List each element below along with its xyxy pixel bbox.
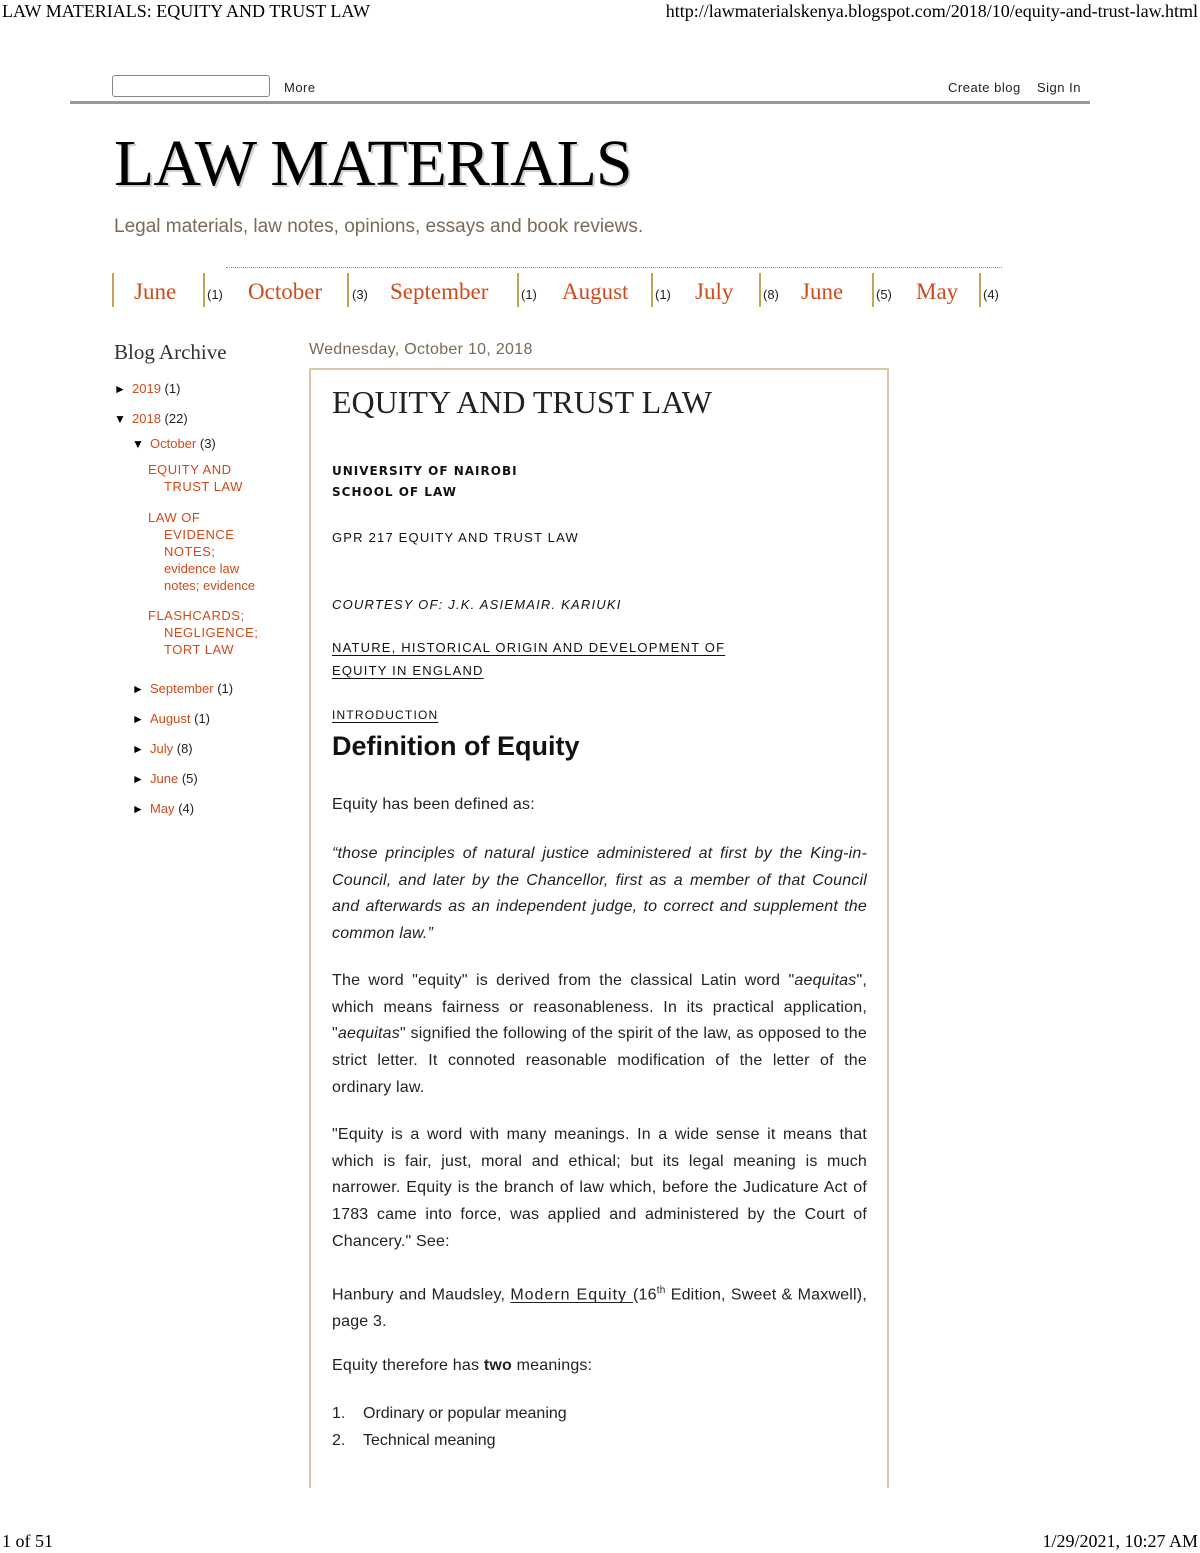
archive-month-link[interactable]: May <box>150 801 175 816</box>
navbar-more-link[interactable]: More <box>284 80 316 95</box>
sign-in-link[interactable]: Sign In <box>1037 80 1081 95</box>
archive-count: (3) <box>199 436 216 451</box>
list-item <box>332 1432 496 1450</box>
bold-word: two <box>483 1357 512 1374</box>
paragraph-meanings: "Equity is a word with many meanings. In a wide sense it means that which is fair, just, moral and ethical; but its legal meaning is much narrower. Equity is the branch of law which, before the Judicature Act of 1783 came into force, was applied and administered by the Court of Chancery." See: <box>332 1126 867 1250</box>
list-text: Ordinary or popular meaning <box>363 1405 567 1422</box>
archive-count: (1) <box>164 381 181 396</box>
text-run: Edition, Sweet & Maxwell), page 3. <box>332 1286 867 1331</box>
archive-post-evidence-link[interactable] <box>148 509 255 594</box>
tabs-divider <box>226 267 1002 268</box>
section-heading-line: NATURE, HISTORICAL ORIGIN AND DEVELOPMENT OF <box>332 640 726 655</box>
expand-arrow-icon[interactable]: ► <box>132 712 144 726</box>
blog-description: Legal materials, law notes, opinions, essays and book reviews. <box>114 216 644 237</box>
tab-separator <box>517 273 519 307</box>
collapse-arrow-icon[interactable]: ▼ <box>132 437 144 451</box>
post-date: Wednesday, October 10, 2018 <box>309 341 533 358</box>
archive-month-august[interactable] <box>132 711 210 726</box>
archive-count: (1) <box>217 681 234 696</box>
archive-month-link[interactable]: October <box>150 436 197 451</box>
blog-title[interactable]: LAW MATERIALS <box>114 127 632 200</box>
paragraph-citation <box>332 1278 867 1336</box>
post-link-line: TRUST LAW <box>164 479 243 494</box>
archive-post-equity-link[interactable] <box>148 461 243 495</box>
archive-count: (4) <box>178 801 195 816</box>
post-title[interactable]: EQUITY AND TRUST LAW <box>332 384 712 420</box>
list-item <box>332 1405 567 1423</box>
collapse-arrow-icon[interactable]: ▼ <box>114 412 126 426</box>
tab-separator <box>979 273 981 307</box>
tab-count: (1) <box>521 287 537 302</box>
tab-count: (3) <box>352 287 368 302</box>
latin-term: aequitas <box>337 1025 400 1043</box>
intro-heading: INTRODUCTION <box>332 708 439 722</box>
text-run: Hanbury and Maudsley, <box>332 1286 511 1304</box>
print-header-title: LAW MATERIALS: EQUITY AND TRUST LAW <box>2 1 370 21</box>
archive-year-2019[interactable] <box>114 381 180 396</box>
expand-arrow-icon[interactable]: ► <box>132 742 144 756</box>
print-footer-page: 1 of 51 <box>2 1531 53 1551</box>
tab-separator <box>651 273 653 307</box>
archive-month-october[interactable] <box>132 436 216 451</box>
book-title: Modern Equity <box>510 1286 634 1304</box>
paragraph-defined-as: Equity has been defined as: <box>332 796 535 813</box>
tab-count: (1) <box>207 287 223 302</box>
superscript: th <box>656 1285 666 1296</box>
archive-month-september[interactable] <box>132 681 233 696</box>
archive-year-link[interactable]: 2018 <box>132 411 161 426</box>
definition-heading: Definition of Equity <box>332 731 580 761</box>
tab-separator <box>347 273 349 307</box>
archive-month-may[interactable] <box>132 801 194 816</box>
archive-month-june[interactable] <box>132 771 198 786</box>
post-link-line: NOTES; <box>164 544 216 559</box>
text-run: " signified the following of the spirit of the law, as opposed to the strict letter. It connoted reasonable modification of the letter of the ordinary law. <box>332 1025 867 1096</box>
create-blog-link[interactable]: Create blog <box>948 80 1021 95</box>
tab-count: (8) <box>763 287 779 302</box>
paragraph-two-meanings <box>332 1353 867 1380</box>
expand-arrow-icon[interactable]: ► <box>132 802 144 816</box>
expand-arrow-icon[interactable]: ► <box>132 682 144 696</box>
archive-year-link[interactable]: 2019 <box>132 381 161 396</box>
expand-arrow-icon[interactable]: ► <box>132 772 144 786</box>
tab-june-2[interactable]: June <box>801 279 844 304</box>
definition-quote: “those principles of natural justice administered at first by the King-in-Council, and later by the Chancellor, first as a member of that Council and afterwards as an independent judge, to correct and supplement the common law.” <box>332 845 867 943</box>
archive-post-flashcards-link[interactable] <box>148 607 258 658</box>
tab-september[interactable]: September <box>390 279 489 304</box>
text-run: ", which means fairness or reasonableness. In its practical application, " <box>332 972 867 1043</box>
school-name: SCHOOL OF LAW <box>332 485 457 499</box>
university-name: UNIVERSITY OF NAIROBI <box>332 464 518 478</box>
print-header-url: http://lawmaterialskenya.blogspot.com/2018/10/equity-and-trust-law.html <box>665 1 1198 21</box>
tab-separator <box>203 273 205 307</box>
tab-may[interactable]: May <box>916 279 959 304</box>
text-run: meanings: <box>512 1357 593 1374</box>
archive-count: (8) <box>176 741 193 756</box>
archive-count: (22) <box>164 411 188 426</box>
archive-count: (1) <box>194 711 210 726</box>
tab-august[interactable]: August <box>562 279 629 304</box>
tab-count: (4) <box>983 287 999 302</box>
archive-month-july[interactable] <box>132 741 193 756</box>
text-run: The word "equity" is derived from the classical Latin word " <box>332 972 795 989</box>
archive-month-link[interactable]: July <box>150 741 174 756</box>
tab-separator <box>872 273 874 307</box>
archive-count: (5) <box>181 771 198 786</box>
post-link-line: TORT LAW <box>164 642 234 657</box>
archive-month-link[interactable]: August <box>150 711 191 726</box>
latin-term: aequitas <box>794 972 857 989</box>
list-number: 2. <box>332 1432 346 1449</box>
post-link-line: LAW OF <box>148 510 201 525</box>
post-link-line: EQUITY AND <box>148 462 232 477</box>
list-text: Technical meaning <box>363 1432 496 1449</box>
section-heading-line: EQUITY IN ENGLAND <box>332 663 484 678</box>
tab-separator <box>112 273 114 307</box>
tab-july[interactable]: July <box>695 279 734 304</box>
post-link-line: FLASHCARDS; <box>148 608 245 623</box>
archive-month-link[interactable]: September <box>150 681 214 696</box>
navbar-divider <box>70 101 1090 104</box>
expand-arrow-icon[interactable]: ► <box>114 382 126 396</box>
text-run: (16 <box>633 1286 657 1304</box>
paragraph-etymology <box>332 968 867 1102</box>
list-number: 1. <box>332 1405 346 1422</box>
post-link-line: EVIDENCE <box>164 527 235 542</box>
tab-june[interactable]: June <box>134 279 177 304</box>
navbar-search-input[interactable] <box>112 75 270 97</box>
post-link-line: notes; evidence <box>164 578 256 593</box>
tab-separator <box>759 273 761 307</box>
tab-count: (5) <box>876 287 892 302</box>
text-run: Equity therefore has <box>332 1357 484 1374</box>
post-link-line: evidence law <box>164 561 240 576</box>
print-footer-timestamp: 1/29/2021, 10:27 AM <box>1042 1531 1198 1551</box>
post-link-line: NEGLIGENCE; <box>164 625 259 640</box>
archive-year-2018[interactable] <box>114 411 188 426</box>
courtesy-line: COURTESY OF: J.K. ASIEMAIR. KARIUKI <box>332 597 622 612</box>
blog-archive-title: Blog Archive <box>114 340 227 364</box>
archive-month-link[interactable]: June <box>150 771 179 786</box>
tab-count: (1) <box>655 287 671 302</box>
course-code: GPR 217 EQUITY AND TRUST LAW <box>332 530 579 545</box>
tab-october[interactable]: October <box>248 279 323 304</box>
